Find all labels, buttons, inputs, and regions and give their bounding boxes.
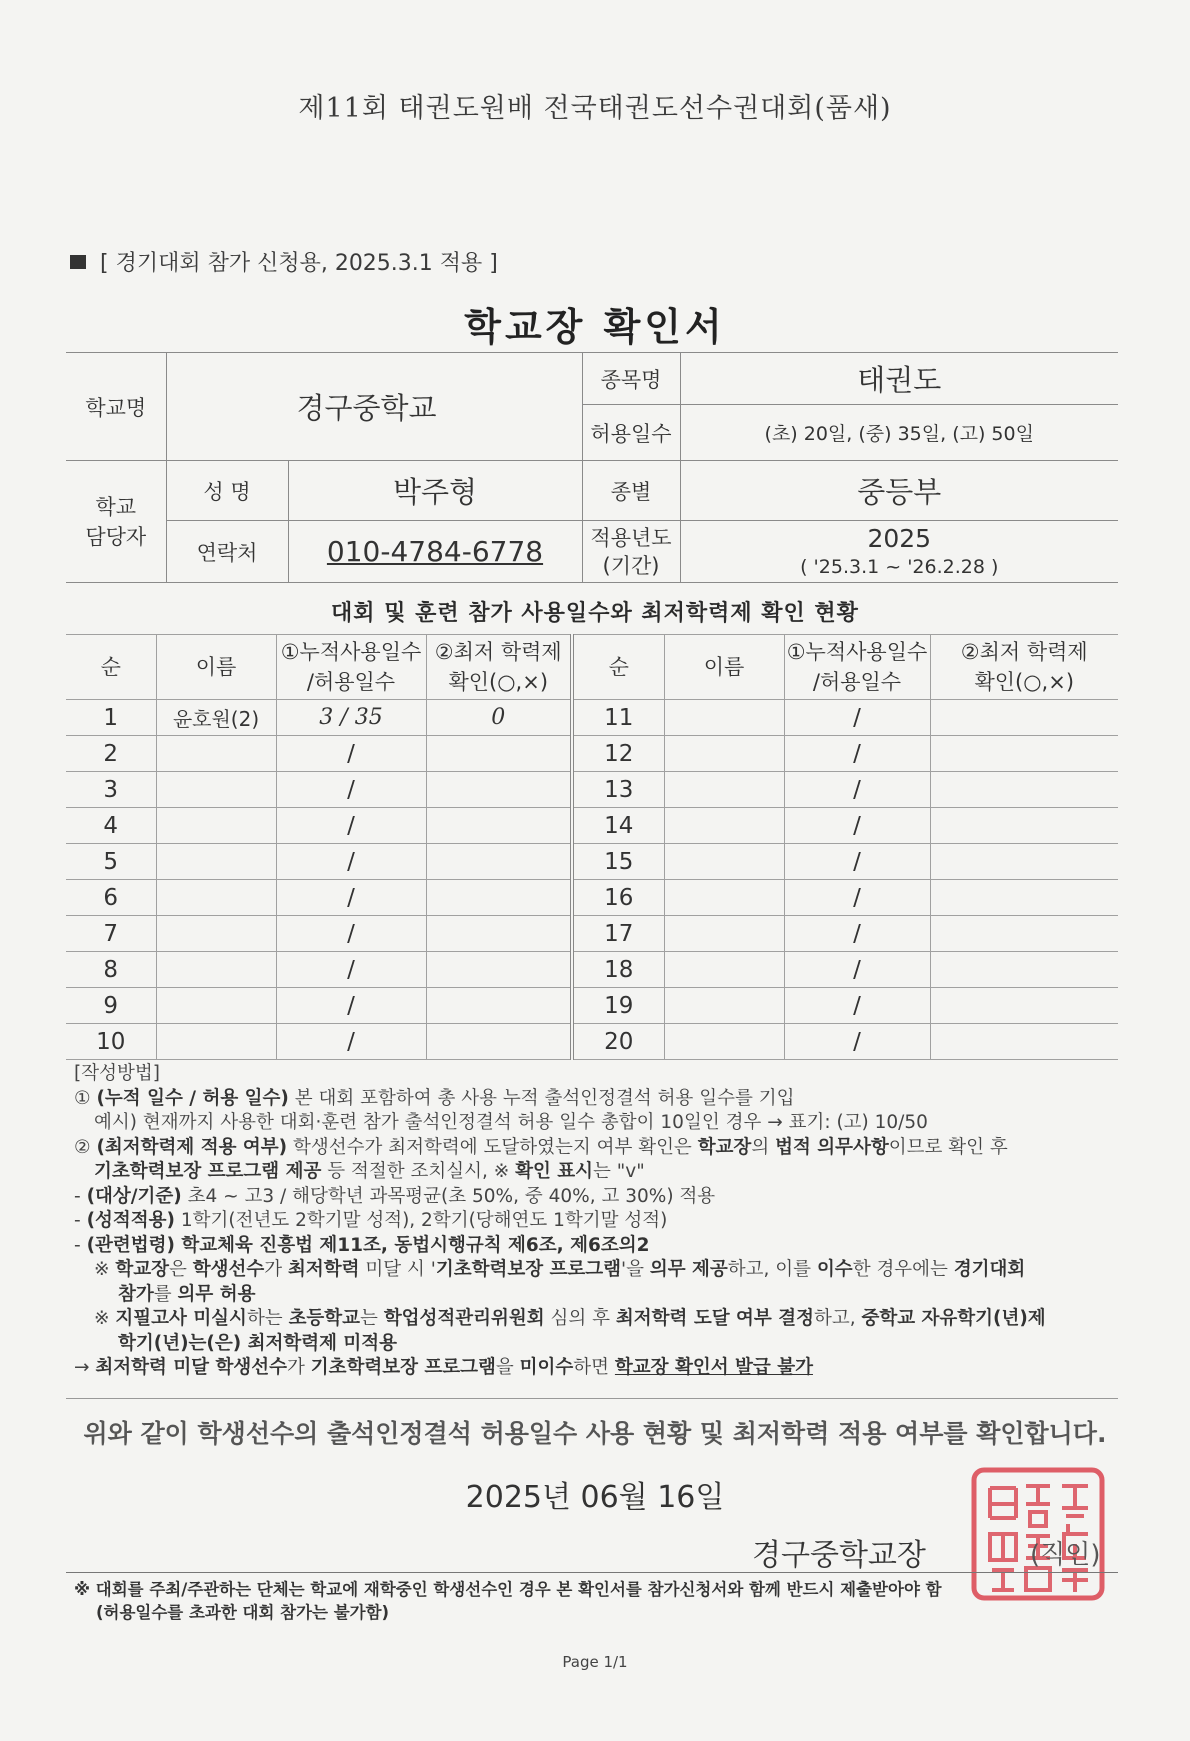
header-name: 이름 — [664, 635, 784, 700]
table-row — [66, 1024, 1118, 1060]
header-check: ②최저 학력제 확인(○,×) — [426, 635, 572, 700]
document-title: 학교장 확인서 — [464, 305, 726, 349]
table-row — [66, 844, 1118, 880]
event-name-value: 태권도 — [680, 353, 1118, 405]
row-check — [426, 844, 572, 880]
page-number: Page 1/1 — [562, 1653, 628, 1671]
footer-divider — [66, 1572, 1118, 1573]
usage-header-row — [66, 635, 1118, 700]
table-row — [66, 952, 1118, 988]
row-seq: 19 — [572, 988, 664, 1024]
row-check — [930, 772, 1118, 808]
row-seq: 12 — [572, 736, 664, 772]
footnote-line-1: ※ 대회를 주최/주관하는 단체는 학교에 재학중인 학생선수인 경우 본 확인서를 참가신청서와 함께 반드시 제출받아야 함 — [74, 1580, 942, 1599]
row-name — [156, 844, 276, 880]
table-row — [66, 916, 1118, 952]
note-elementary-cont: 학기(년)는(은) 최저학력제 미적용 — [118, 1332, 398, 1354]
allowed-days-label: 허용일수 — [582, 405, 680, 461]
row-check — [930, 736, 1118, 772]
row-seq: 6 — [66, 880, 156, 916]
footnote — [74, 1578, 942, 1624]
school-name-value: 경구중학교 — [166, 353, 582, 461]
usage-table — [66, 634, 1118, 1060]
row-seq: 4 — [66, 808, 156, 844]
form-label-text: [ 경기대회 참가 신청용, 2025.3.1 적용 ] — [100, 251, 498, 276]
row-seq: 14 — [572, 808, 664, 844]
instruction-2-cont: 기초학력보장 프로그램 제공 등 적절한 조치실시, ※ 확인 표시는 "v" — [94, 1161, 645, 1182]
note-principal-cont: 참가를 의무 허용 — [118, 1283, 256, 1305]
row-seq: 18 — [572, 952, 664, 988]
row-seq: 3 — [66, 772, 156, 808]
school-name-label: 학교명 — [66, 353, 166, 461]
school-info-table — [66, 352, 1118, 583]
row-days: / — [784, 700, 930, 736]
row-name — [664, 772, 784, 808]
principal-signature: 경구중학교장 — [752, 1538, 926, 1573]
row-check — [930, 700, 1118, 736]
usage-section-title: 대회 및 훈련 참가 사용일수와 최저학력제 확인 현황 — [331, 601, 859, 626]
row-name — [664, 844, 784, 880]
school-manager-label: 학교 담당자 — [66, 461, 166, 583]
row-name — [156, 772, 276, 808]
row-days: / — [784, 808, 930, 844]
row-check — [426, 808, 572, 844]
detail-target: - (대상/기준) 초4 ~ 고3 / 해당학년 과목평균(초 50%, 중 40%, 고 30%) 적용 — [74, 1185, 716, 1207]
row-name — [664, 880, 784, 916]
row-days: / — [276, 952, 426, 988]
row-days: / — [276, 736, 426, 772]
row-name — [156, 808, 276, 844]
issue-date: 2025년 06월 16일 — [465, 1480, 725, 1515]
apply-year-label: 적용년도 (기간) — [582, 521, 680, 583]
row-check — [930, 952, 1118, 988]
header-check: ②최저 학력제 확인(○,×) — [930, 635, 1118, 700]
event-name-label: 종목명 — [582, 353, 680, 405]
header-seq: 순 — [66, 635, 156, 700]
row-check — [426, 988, 572, 1024]
allowed-days-value: (초) 20일, (중) 35일, (고) 50일 — [680, 405, 1118, 461]
row-check — [930, 844, 1118, 880]
table-row — [66, 736, 1118, 772]
header-name: 이름 — [156, 635, 276, 700]
row-days: / — [276, 880, 426, 916]
row-name — [664, 700, 784, 736]
row-name — [664, 736, 784, 772]
row-check — [426, 952, 572, 988]
manager-name-label: 성 명 — [166, 461, 288, 521]
header-days: ①누적사용일수 /허용일수 — [784, 635, 930, 700]
row-days: / — [276, 1024, 426, 1060]
row-check — [930, 916, 1118, 952]
header-days: ①누적사용일수 /허용일수 — [276, 635, 426, 700]
contact-label: 연락처 — [166, 521, 288, 583]
instructions — [74, 1062, 1124, 1381]
row-check — [426, 1024, 572, 1060]
row-name — [156, 952, 276, 988]
row-check — [930, 1024, 1118, 1060]
division-value: 중등부 — [680, 461, 1118, 521]
row-days: / — [784, 736, 930, 772]
row-name — [664, 916, 784, 952]
footnote-line-2: (허용일수를 초과한 대회 참가는 불가함) — [96, 1603, 390, 1622]
row-days: / — [276, 916, 426, 952]
table-row — [66, 772, 1118, 808]
row-seq: 16 — [572, 880, 664, 916]
instruction-1: ① (누적 일수 / 허용 일수) 본 대회 포함하여 총 사용 누적 출석인정결석 허용 일수를 기입 — [74, 1087, 795, 1109]
row-seq: 1 — [66, 700, 156, 736]
instruction-2: ② (최저학력제 적용 여부) 학생선수가 최저학력에 도달하였는지 여부 확인은 학교장의 법적 의무사항이므로 확인 후 — [74, 1136, 1008, 1158]
row-seq: 5 — [66, 844, 156, 880]
row-check: 0 — [426, 700, 572, 736]
table-row — [66, 880, 1118, 916]
table-row — [66, 700, 1118, 736]
contact-value: 010-4784-6778 — [288, 521, 582, 583]
confirmation-statement: 위와 같이 학생선수의 출석인정결석 허용일수 사용 현황 및 최저학력 적용 여부를 확인합니다. — [83, 1419, 1107, 1448]
row-days: / — [784, 1024, 930, 1060]
row-seq: 10 — [66, 1024, 156, 1060]
row-days: / — [784, 916, 930, 952]
row-check — [426, 736, 572, 772]
event-title: 제11회 태권도원배 전국태권도선수권대회(품새) — [298, 93, 892, 124]
table-row — [66, 808, 1118, 844]
row-seq: 13 — [572, 772, 664, 808]
row-check — [930, 880, 1118, 916]
row-seq: 20 — [572, 1024, 664, 1060]
row-check — [426, 880, 572, 916]
row-name — [664, 952, 784, 988]
row-seq: 8 — [66, 952, 156, 988]
row-days: / — [784, 880, 930, 916]
apply-year-period: ( '25.3.1 ~ '26.2.28 ) — [800, 555, 999, 578]
manager-name-value: 박주형 — [288, 461, 582, 521]
row-days: / — [276, 772, 426, 808]
row-name — [664, 988, 784, 1024]
note-elementary: ※ 지필고사 미실시하는 초등학교는 학업성적관리위원회 심의 후 최저학력 도달 여부 결정하고, 중학교 자유학기(년)제 — [94, 1308, 1046, 1329]
form-label — [70, 246, 498, 277]
row-seq: 2 — [66, 736, 156, 772]
row-days: / — [784, 988, 930, 1024]
row-name — [156, 736, 276, 772]
row-days: / — [784, 952, 930, 988]
row-name — [156, 988, 276, 1024]
note-issuance: → 최저학력 미달 학생선수가 기초학력보장 프로그램을 미이수하면 학교장 확인서 발급 불가 — [74, 1357, 813, 1378]
row-name — [156, 1024, 276, 1060]
seal-label: (직인) — [1030, 1540, 1101, 1570]
row-check — [426, 916, 572, 952]
row-days: / — [276, 988, 426, 1024]
instructions-title: [작성방법] — [74, 1063, 160, 1084]
row-seq: 7 — [66, 916, 156, 952]
row-seq: 15 — [572, 844, 664, 880]
row-days: / — [784, 844, 930, 880]
header-seq: 순 — [572, 635, 664, 700]
row-seq: 9 — [66, 988, 156, 1024]
row-seq: 11 — [572, 700, 664, 736]
row-days: / — [276, 844, 426, 880]
table-row — [66, 988, 1118, 1024]
row-name — [664, 808, 784, 844]
row-name — [664, 1024, 784, 1060]
row-name — [156, 916, 276, 952]
row-name: 윤호원(2) — [156, 700, 276, 736]
row-check — [930, 988, 1118, 1024]
row-seq: 17 — [572, 916, 664, 952]
apply-year-cell — [680, 521, 1118, 583]
row-days: 3 / 35 — [276, 700, 426, 736]
detail-law: - (관련법령) 학교체육 진흥법 제11조, 동법시행규칙 제6조, 제6조의2 — [74, 1234, 650, 1256]
division-label: 종별 — [582, 461, 680, 521]
note-principal: ※ 학교장은 학생선수가 최저학력 미달 시 '기초학력보장 프로그램'을 의무 제공하고, 이를 이수한 경우에는 경기대회 — [94, 1259, 1026, 1280]
row-check — [930, 808, 1118, 844]
divider — [66, 1398, 1118, 1399]
square-bullet-icon — [70, 255, 86, 269]
apply-year-value: 2025 — [867, 523, 932, 553]
instruction-1-example: 예시) 현재까지 사용한 대회·훈련 참가 출석인정결석 허용 일수 총합이 10일인 경우 → 표기: (고) 10/50 — [94, 1112, 928, 1133]
row-name — [156, 880, 276, 916]
row-check — [426, 772, 572, 808]
row-days: / — [276, 808, 426, 844]
detail-grades: - (성적적용) 1학기(전년도 2학기말 성적), 2학기(당해연도 1학기말 성적) — [74, 1210, 668, 1231]
row-days: / — [784, 772, 930, 808]
